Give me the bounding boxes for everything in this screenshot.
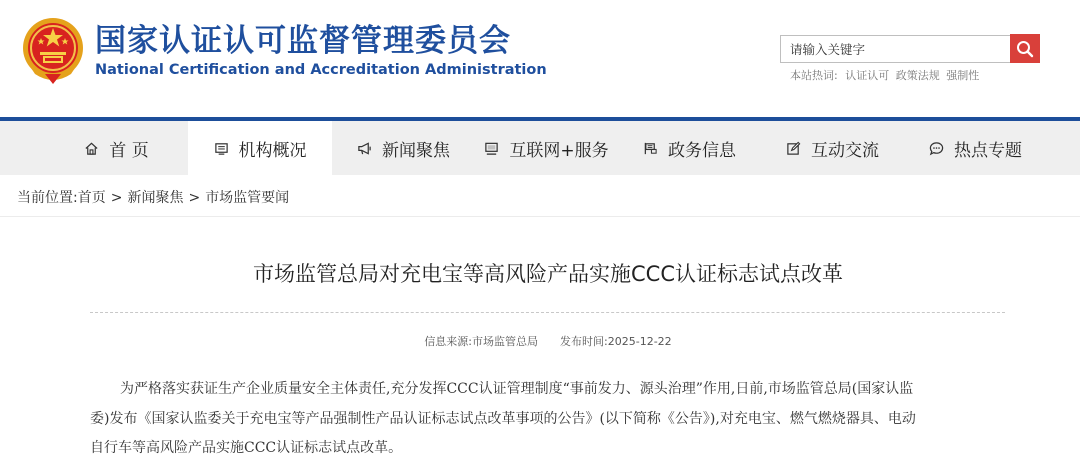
site-title-cn[interactable]: 国家认证认可监督管理委员会 [95, 23, 511, 59]
nav-item-label: 互动交流 [811, 140, 879, 161]
nav-item-home[interactable] [45, 121, 188, 175]
nav-item-label: 热点专题 [954, 140, 1022, 161]
article-paragraph-line: 为严格落实获证生产企业质量安全主体责任,充分发挥CCC认证管理制度“事前发力、源头治理”作用,日前,市场监管总局(国家认监 [120, 381, 914, 397]
main-nav [0, 121, 1080, 175]
hot-word-link[interactable]: 认证认可 [845, 69, 890, 82]
breadcrumb-prefix: 当前位置: [17, 190, 78, 206]
flag-icon [643, 141, 658, 156]
nav-item-label: 政务信息 [668, 140, 736, 161]
megaphone-icon [357, 141, 372, 156]
site-title-en[interactable]: National Certification and Accreditation Administration [95, 62, 547, 78]
site-header [0, 0, 1080, 118]
nav-item-label: 首 页 [109, 140, 149, 161]
hot-words [790, 67, 982, 83]
article-paragraph-line: 委)发布《国家认监委关于充电宝等产品强制性产品认证标志试点改革事项的公告》(以下简称《公告》),对充电宝、燃气燃烧器具、电动 [90, 411, 916, 427]
article-source: 市场监管总局 [472, 335, 539, 348]
nav-item-government-info[interactable] [618, 121, 761, 175]
article-paragraph-line: 自行车等高风险产品实施CCC认证标志试点改革。 [90, 440, 403, 456]
nav-item-interaction[interactable] [761, 121, 904, 175]
computer-icon [484, 141, 499, 156]
search-box [780, 35, 1011, 63]
search-button[interactable] [1010, 34, 1040, 63]
nav-item-label: 新闻聚焦 [382, 140, 450, 161]
date-label: 发布时间: [560, 335, 608, 348]
nav-item-hot-topics[interactable] [904, 121, 1047, 175]
edit-icon [786, 141, 801, 156]
nav-item-internet-service[interactable] [475, 121, 618, 175]
breadcrumb-link-market-news[interactable]: 市场监管要闻 [205, 190, 290, 206]
article-title: 市场监管总局对充电宝等高风险产品实施CCC认证标志试点改革 [253, 262, 843, 286]
breadcrumb-separator: > [110, 190, 123, 206]
breadcrumb-link-news[interactable]: 新闻聚焦 [127, 190, 184, 206]
nav-item-label: 机构概况 [238, 140, 307, 161]
nav-item-news[interactable] [332, 121, 475, 175]
breadcrumb-link-home[interactable]: 首页 [77, 190, 106, 206]
hot-words-label: 本站热词: [790, 69, 838, 82]
breadcrumb [17, 187, 289, 207]
national-emblem-icon[interactable] [21, 16, 85, 86]
monitor-icon [214, 141, 229, 156]
chat-icon [929, 141, 944, 156]
home-icon [84, 141, 99, 156]
nav-item-label: 互联网+服务 [509, 140, 609, 161]
breadcrumb-separator: > [188, 190, 201, 206]
article-meta [0, 333, 1080, 349]
source-label: 信息来源: [424, 335, 473, 348]
hot-word-link[interactable]: 强制性 [946, 69, 980, 82]
search-input[interactable] [781, 36, 1010, 62]
search-icon [1016, 40, 1034, 58]
article-date: 2025-12-22 [607, 335, 672, 348]
hot-word-link[interactable]: 政策法规 [895, 69, 940, 82]
breadcrumb-divider [0, 216, 1080, 217]
title-divider [90, 312, 1005, 313]
nav-item-about[interactable] [188, 121, 332, 175]
